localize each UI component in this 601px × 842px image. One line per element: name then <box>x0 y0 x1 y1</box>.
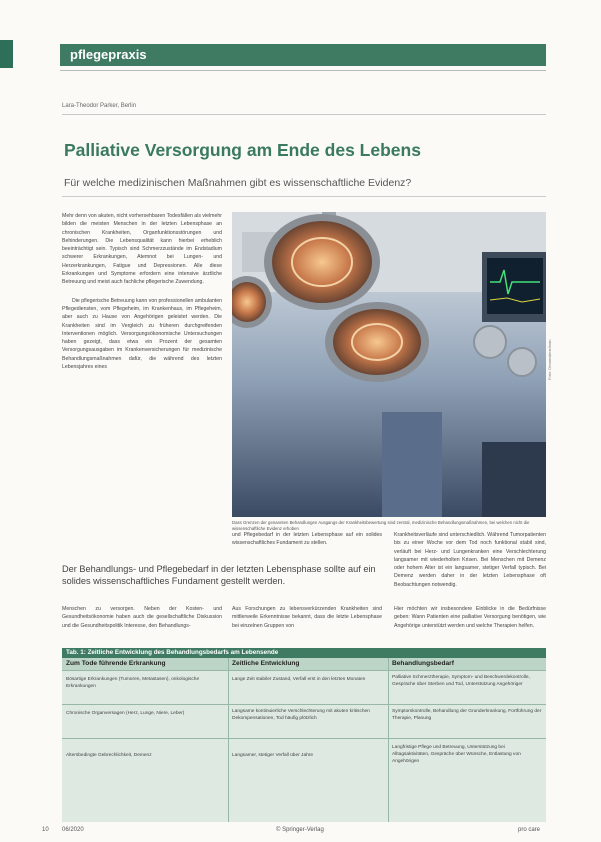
article-subtitle: Für welche medizinischen Maßnahmen gibt es wissenschaftliche Evidenz? <box>64 177 412 189</box>
table-cell: Chronische Organversagen (Herz, Lunge, Niere, Leber) <box>66 711 185 716</box>
table-header: Zeitliche Entwicklung <box>232 660 300 667</box>
subtitle-rule <box>62 196 546 197</box>
column-2-lower: Aus Forschungen zu lebensverkürzenden Krankheiten sind mittlerweile Erkenntnisse bekannt, dass die letzte Lebensphase bei einzelnen Gruppen von <box>232 606 382 629</box>
column-3-upper: Krankheitsverläufe sind unterschiedlich. Während Tumorpatienten bis zu einer Woche vor dem Tod noch funktional stabil sind, verläuft bei Herz- und Lungenkranken eine Verschlechterung langsamer mit wiederholten Krisen. Bei Menschen mit Demenz oder hohem Alter ist ein langsamer, stetiger Verfall typisch. Bei Demenz werden daher in der letzten Lebensphase oft Beobachtungen notwendig. <box>394 532 546 588</box>
table-cell: Symptomkontrolle, Behandlung der Grunderkrankung, Fortführung der Therapie, Planung <box>392 709 542 721</box>
table-cell: Langfristige Pflege und Betreuung, Unterstützung bei Alltagsaktivitäten, Gespräche über Wünsche, Entlastung von Angehörigen <box>392 745 521 764</box>
table-rule <box>62 738 546 739</box>
table-rule <box>62 670 546 671</box>
journal-name: pro care <box>518 827 541 833</box>
table-cell: Altersbedingte Gebrechlichkeit, Demenz <box>66 753 152 758</box>
table-cell: Langsamer, stetiger Verfall über Jahre <box>232 753 314 758</box>
table-divider <box>388 658 389 822</box>
publisher: © Springer-Verlag <box>276 827 324 833</box>
header-rule <box>60 70 546 71</box>
issue-number: 06/2020 <box>62 827 84 833</box>
table-header: Behandlungsbedarf <box>392 660 454 667</box>
operating-room-photo <box>232 212 546 517</box>
photo-caption: Dass Grenzen der genannten Behandlungen Ausgangs der Krankheitsbewertung sind zentral, medizinische Behandlungsmaßnahmen, bei welchen nicht die wissenschaftliche Evidenz erhoben <box>232 520 530 531</box>
column-3-lower: Hier möchten wir insbesondere Einblicke in die Bedürfnisse geben: Wann Patienten eine palliative Versorgung benötigen, wie Angehörige unterstützt werden und welche Therapien helfen. <box>394 606 546 629</box>
article-title: Palliative Versorgung am Ende des Lebens <box>64 140 421 160</box>
table-cell: Langsame kontinuierliche Verschlechterung mit akuten kritischen Dekompensationen, Tod häufig plötzlich <box>232 709 370 721</box>
paragraph: Die pflegerische Betreuung kann von professionellen ambulanten Pflegediensten, vom Pflegeheim, im Krankenhaus, im Pflegeheim, aber auch zu Hause von Angehörigen geleistet werden. Die Krankheiten sind im Vergleich zu früheren durchgreifenden Interventionen möglich. Versorgungsökonomische Untersuchungen haben gezeigt, dass etwa ein Prozent der gesamten Versorgungsausgaben im Krankenversicherungen für medizinische Behandlungsmaßnahmen dafür, die während des letzten Lebensjahres eines <box>62 297 222 371</box>
table-divider <box>228 658 229 822</box>
photo-illustration <box>232 212 546 517</box>
paragraph: Mehr denn von akuten, nicht vorhersehbaren Todesfällen als vielmehr bilden die meisten Menschen in der letzten Lebensphase an chronischen Krankheiten, Organfunktionsstörungen und Behinderungen. Die Lebensqualität kann hierbei erheblich beeinträchtigt sein. Typisch sind Schmerzzustände im Endstadium schwerer Erkrankungen, Atemnot bei Lungen- und Herzerkrankungen, Fatigue und Depressionen. Alle diese Erkrankungen und Symptome erfordern eine intensive ärztliche Betreuung und meist auch fachliche pflegerische Zuwendung. <box>62 213 222 286</box>
page-number: 10 <box>42 827 49 833</box>
photo-credit: Foto: Dreamstime/Ivan <box>547 339 552 380</box>
table-cell: Bösartige Erkrankungen (Tumoren, Metastasen), onkologische Erkrankungen <box>66 677 200 689</box>
table-header: Zum Tode führende Erkrankung <box>66 660 166 667</box>
section-label: pflegepraxis <box>70 47 147 62</box>
table-cell: Palliative Schmerztherapie, Symptom- und Beschwerdekontrolle, Gespräche über Sterben und Tod, Unterstützung Angehöriger <box>392 675 530 687</box>
byline: Lara-Theodor Parker, Berlin <box>62 103 137 109</box>
table-rule <box>62 704 546 705</box>
pull-quote: Der Behandlungs- und Pflegebedarf in der letzten Lebensphase sollte auf ein solides wissenschaftliches Fundament gestellt werden. <box>62 564 376 586</box>
column-2-upper: und Pflegebedarf in der letzten Lebensphase auf ein solides wissenschaftliches Fundament zu stellen. <box>232 532 382 547</box>
table-cell: Lange Zeit stabiler Zustand, Verfall erst in den letzten Monaten <box>232 677 366 682</box>
table-title: Tab. 1: Zeitliche Entwicklung des Behandlungsbedarfs am Lebensende <box>62 648 546 658</box>
edge-marker <box>0 40 13 68</box>
byline-rule <box>62 114 546 115</box>
column-1-lower: Menschen zu versorgen. Neben der Kosten- und Gesundheitsökonomie haben auch die gesellschaftliche Diskussion und die Gesundheitspolitik Interesse, den Behandlungs- <box>62 606 222 629</box>
column-1-upper <box>62 212 222 371</box>
